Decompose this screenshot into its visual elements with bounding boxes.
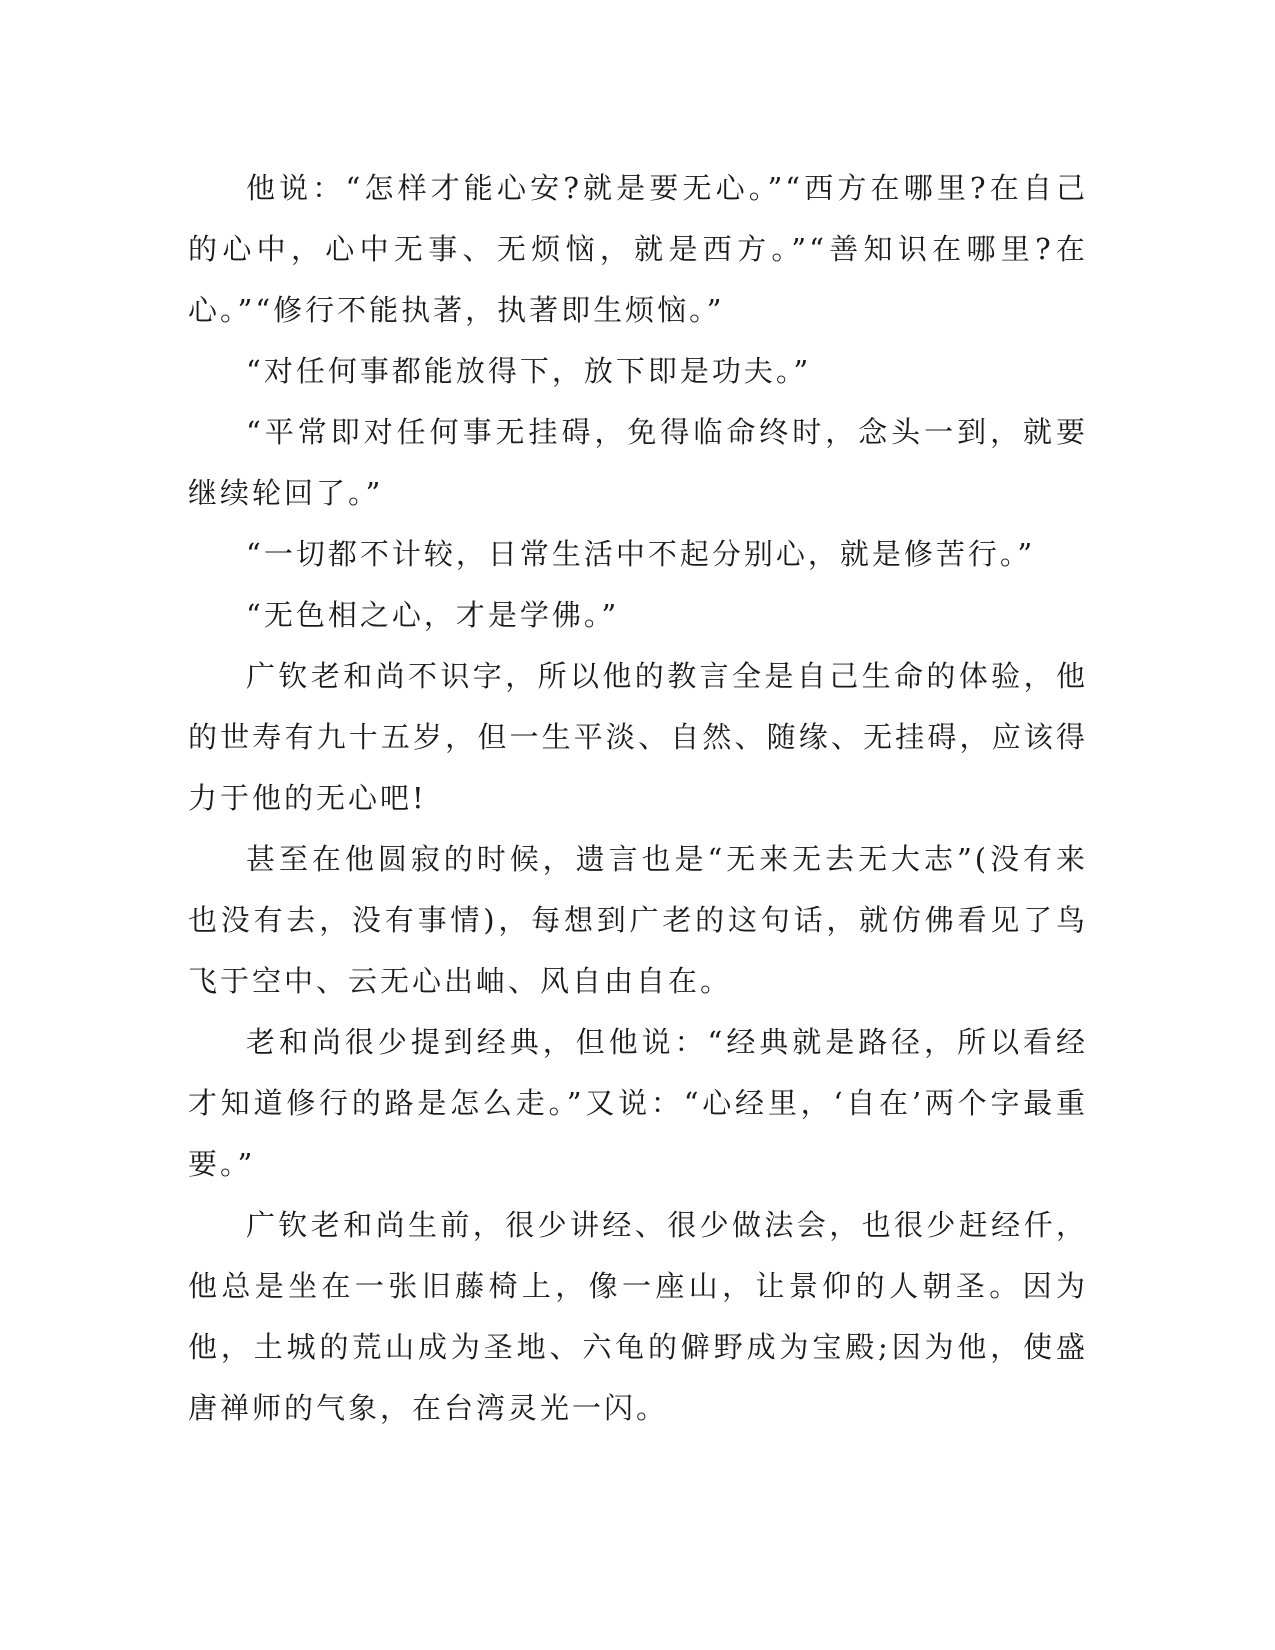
paragraph-2: “对任何事都能放得下，放下即是功夫。” [246,354,812,388]
paragraph-7: 甚至在他圆寂的时候，遗言也是“无来无去无大志”(没有来也没有去，没有事情)，每想到广老的这句话，就仿佛看见了鸟飞于空中、云无心出岫、风自由自在。 [188,842,1088,998]
paragraph-4: “一切都不计较，日常生活中不起分别心，就是修苦行。” [246,537,1036,571]
paragraph-1: 他说：“怎样才能心安?就是要无心。”“西方在哪里?在自己的心中，心中无事、无烦恼，就是西方。”“善知识在哪里?在心。”“修行不能执著，执著即生烦恼。” [188,171,1088,327]
paragraph-9: 广钦老和尚生前，很少讲经、很少做法会，也很少赶经仟，他总是坐在一张旧藤椅上，像一座山，让景仰的人朝圣。因为他，土城的荒山成为圣地、六龟的僻野成为宝殿;因为他，使盛唐禅师的气象，在台湾灵光一闪。 [188,1208,1088,1425]
paragraph-8: 老和尚很少提到经典，但他说：“经典就是路径，所以看经才知道修行的路是怎么走。”又说：“心经里，‘自在’两个字最重要。” [188,1025,1088,1181]
paragraph-6: 广钦老和尚不识字，所以他的教言全是自己生命的体验，他的世寿有九十五岁，但一生平淡、自然、随缘、无挂碍，应该得力于他的无心吧! [188,659,1088,815]
paragraph-5: “无色相之心，才是学佛。” [246,598,620,632]
body-text [188,158,1088,1439]
paragraph-3: “平常即对任何事无挂碍，免得临命终时，念头一到，就要继续轮回了。” [188,415,1088,510]
